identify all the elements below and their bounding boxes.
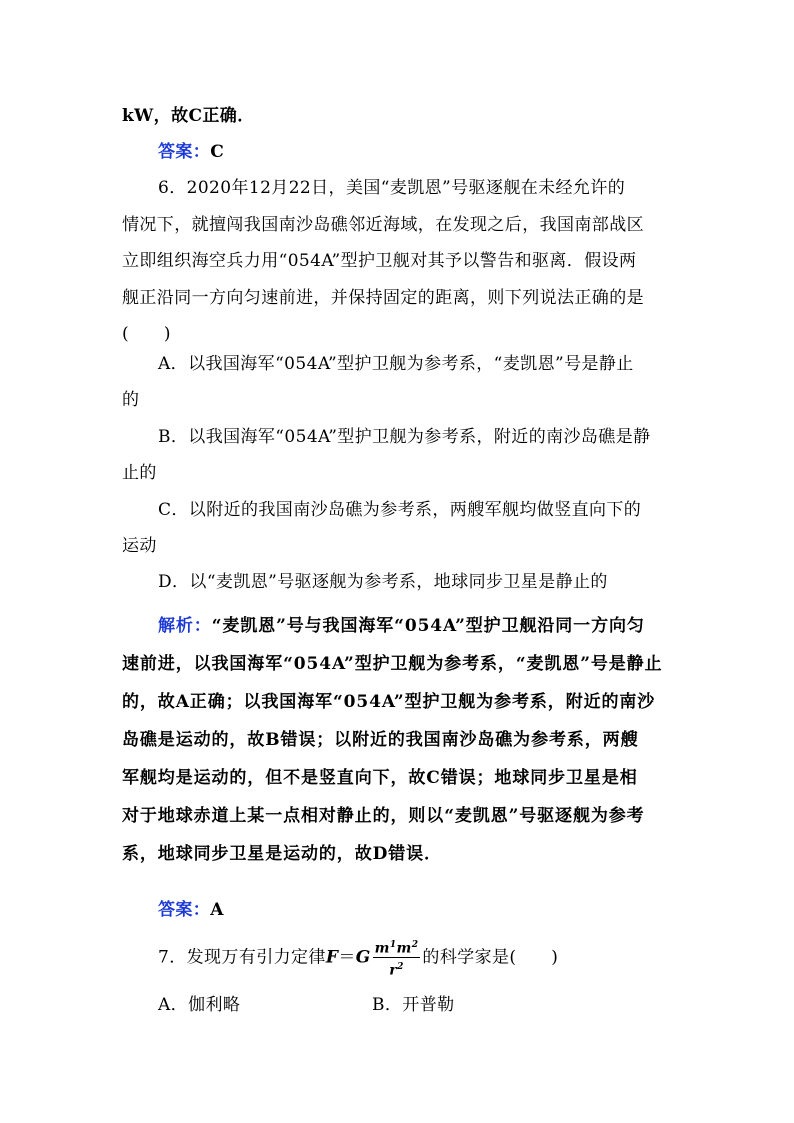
option-b bbox=[122, 461, 157, 485]
option-b bbox=[158, 425, 651, 449]
explanation-text: 系，地球同步卫星是运动的，故D错误． bbox=[122, 844, 442, 864]
explanation-line bbox=[122, 766, 638, 790]
question-6-text: 情况下，就擅闯我国南沙岛礁邻近海域，在发现之后，我国南部战区 bbox=[122, 215, 644, 235]
option-c bbox=[158, 498, 641, 522]
formula-equals: ＝ bbox=[338, 947, 356, 968]
explanation-line bbox=[158, 614, 645, 638]
option-text: B．开普勒 bbox=[372, 995, 455, 1015]
denominator-sup: 2 bbox=[397, 961, 404, 972]
explanation-text: 岛礁是运动的，故B错误；以附近的我国南沙岛礁为参考系，两艘 bbox=[122, 730, 639, 750]
formula-g: G bbox=[355, 947, 371, 968]
option-d bbox=[158, 570, 608, 594]
option-text: A．以我国海军“054A”型护卫舰为参考系，“麦凯恩”号是静止 bbox=[158, 354, 634, 374]
explanation-line bbox=[122, 728, 638, 752]
explanation-line bbox=[122, 690, 655, 714]
explanation-text: “麦凯恩”号与我国海军“054A”型护卫舰沿同一方向匀 bbox=[211, 616, 645, 636]
explanation-line bbox=[122, 652, 662, 676]
fraction-denominator bbox=[373, 958, 421, 980]
option-a bbox=[158, 352, 634, 376]
question-line bbox=[122, 322, 171, 346]
option-text: 的 bbox=[122, 390, 140, 410]
option-a bbox=[122, 388, 139, 412]
question-line bbox=[122, 286, 644, 310]
option-text: 止的 bbox=[122, 463, 157, 483]
explanation-text: 军舰均是运动的，但不是竖直向下，故C错误；地球同步卫星是相 bbox=[122, 768, 638, 788]
answer-label: 答案： bbox=[158, 142, 211, 162]
numerator-m1: m bbox=[374, 940, 390, 957]
answer-line bbox=[158, 898, 224, 922]
question-6-text: 立即组织海空兵力用“054A”型护卫舰对其予以警告和驱离．假设两 bbox=[122, 251, 637, 271]
option-text: 运动 bbox=[122, 536, 157, 556]
answer-value: A bbox=[210, 900, 224, 920]
option-text: A．伽利略 bbox=[158, 995, 241, 1015]
explanation-line bbox=[122, 804, 645, 828]
option-c bbox=[122, 534, 157, 558]
question-7-option-b bbox=[372, 993, 455, 1017]
question-7-line bbox=[158, 937, 558, 979]
explanation-label: 解析： bbox=[158, 616, 212, 636]
answer-line bbox=[158, 140, 224, 164]
question-line bbox=[158, 176, 625, 200]
question-7-suffix: 的科学家是( ) bbox=[422, 947, 559, 968]
question-line bbox=[122, 213, 644, 237]
answer-value: C bbox=[210, 142, 225, 162]
numerator-sup2: 2 bbox=[411, 940, 419, 950]
formula-fraction bbox=[373, 937, 421, 979]
option-text: C．以附近的我国南沙岛礁为参考系，两艘军舰均做竖直向下的 bbox=[158, 500, 642, 520]
question-6-text: 6．2020年12月22日，美国“麦凯恩”号驱逐舰在未经允许的 bbox=[158, 178, 626, 198]
explanation-line bbox=[122, 842, 442, 866]
question-6-blank: ( ) bbox=[122, 324, 171, 344]
formula-f: F bbox=[325, 947, 339, 968]
question-7-prefix: 7．发现万有引力定律 bbox=[158, 947, 326, 968]
question-line bbox=[122, 249, 636, 273]
option-text: D．以“麦凯恩”号驱逐舰为参考系，地球同步卫星是静止的 bbox=[158, 572, 608, 592]
numerator-sup1: 1 bbox=[389, 940, 397, 950]
explanation-text: 速前进，以我国海军“054A”型护卫舰为参考系，“麦凯恩”号是静止 bbox=[122, 654, 663, 674]
option-text: B．以我国海军“054A”型护卫舰为参考系，附近的南沙岛礁是静 bbox=[158, 427, 651, 447]
explanation-text: 对于地球赤道上某一点相对静止的，则以“麦凯恩”号驱逐舰为参考 bbox=[122, 806, 645, 826]
text-line-content: kW，故C正确． bbox=[122, 106, 255, 126]
denominator-r: r bbox=[389, 962, 398, 979]
explanation-text: 的，故A正确；以我国海军“054A”型护卫舰为参考系，附近的南沙 bbox=[122, 692, 656, 712]
question-6-text: 舰正沿同一方向匀速前进，并保持固定的距离，则下列说法正确的是 bbox=[122, 288, 644, 308]
text-line bbox=[122, 104, 255, 128]
fraction-numerator bbox=[373, 937, 421, 958]
answer-label: 答案： bbox=[158, 900, 211, 920]
numerator-m2: m bbox=[396, 940, 412, 957]
question-7-option-a bbox=[158, 993, 240, 1017]
